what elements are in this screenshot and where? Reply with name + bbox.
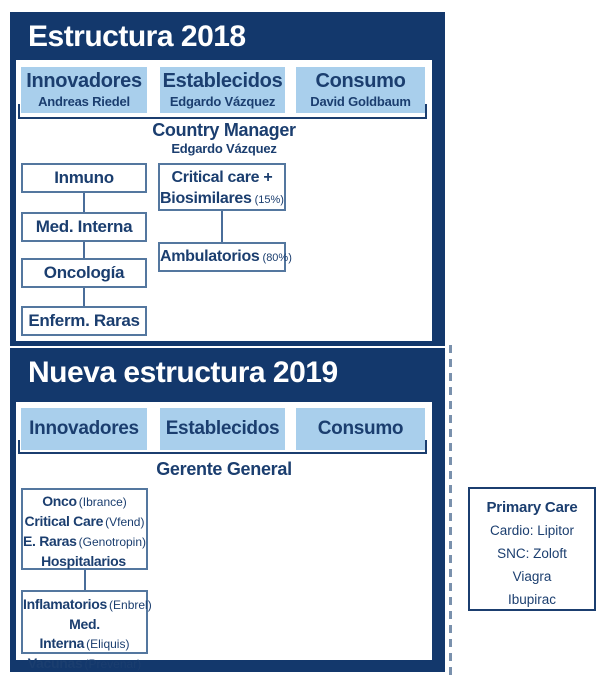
chain-box-enferm-raras: Enferm. Raras [21, 306, 147, 336]
product-name: Hospitalarios [41, 553, 126, 569]
product-name: Critical Care [24, 513, 104, 529]
product-brand: (Eliquis) [86, 637, 130, 651]
panel-estructura-2018 [10, 12, 445, 346]
product-name: Onco [42, 493, 77, 509]
product-name: E. Raras [23, 533, 77, 549]
ambulatorios-label: Ambulatorios [160, 248, 260, 265]
country-manager-title: Country Manager [152, 120, 296, 140]
product-brand: (Ibrance) [78, 495, 127, 509]
primary-care-box [468, 487, 596, 611]
chain-box-inmuno: Inmuno [21, 163, 147, 193]
unit-person: David Goldbaum [310, 94, 411, 109]
unit-label: Establecidos [162, 70, 283, 92]
product-line [23, 595, 152, 615]
unit-label: Innovadores [29, 418, 139, 439]
primary-care-item: Viagra [512, 569, 552, 584]
country-manager-name: Edgardo Vázquez [171, 141, 277, 156]
product-brand: (Vfend) [105, 515, 145, 529]
critical-care-share: (15%) [254, 194, 284, 206]
chain-box-oncologia: Oncología [21, 258, 147, 288]
divider-dashed-line [449, 345, 452, 679]
connector-line [83, 288, 85, 306]
connector-line [83, 193, 85, 212]
unit-box-establecidos-2019 [160, 408, 285, 450]
product-brand: (Enbrel) [109, 598, 152, 612]
unit-label: Consumo [317, 418, 404, 439]
bracket-line [18, 117, 427, 119]
chain-box-med-interna: Med. Interna [21, 212, 147, 242]
unit-box-innovadores-2019 [21, 408, 147, 450]
unit-box-consumo-2018 [296, 67, 425, 113]
primary-care-title: Primary Care [486, 499, 578, 516]
panel-2018-title: Estructura 2018 [28, 20, 246, 53]
panel-2018-body [16, 60, 432, 341]
gerente-general-title: Gerente General [156, 459, 292, 479]
critical-care-line1: Critical care + [171, 169, 273, 186]
connector-line [83, 242, 85, 258]
product-line [23, 615, 146, 654]
product-box-1 [21, 488, 148, 570]
product-brand: (Genotropin) [78, 535, 147, 549]
panel-2019-body [16, 402, 432, 671]
unit-label: Consumo [315, 70, 406, 92]
connector-line [221, 211, 223, 242]
primary-care-item: Cardio: Lipitor [489, 523, 575, 538]
product-line [23, 512, 146, 532]
product-line [23, 552, 146, 572]
unit-person: Edgardo Vázquez [169, 94, 276, 109]
unit-label: Innovadores [26, 70, 142, 92]
chain-box-ambulatorios [158, 242, 292, 272]
ambulatorios-share: (80%) [262, 252, 292, 264]
bracket-line [18, 452, 427, 454]
product-box-2 [21, 590, 152, 671]
bracket-right-tick [425, 440, 427, 454]
panel-nueva-estructura-2019 [10, 348, 445, 672]
product-line [23, 654, 146, 674]
unit-box-consumo-2019 [296, 408, 425, 450]
chain-box-critical-care [158, 163, 286, 211]
primary-care-item: SNC: Zoloft [497, 546, 567, 561]
product-name: Inflamatorios [23, 596, 108, 612]
critical-care-line2: Biosimilares [160, 190, 252, 207]
connector-line [84, 570, 86, 590]
product-name: Vacunas [27, 655, 83, 671]
product-name: Med. Interna [39, 616, 100, 651]
product-line [23, 492, 146, 512]
panel-2019-title: Nueva estructura 2019 [28, 356, 338, 389]
unit-box-innovadores-2018 [21, 67, 147, 113]
unit-label: Establecidos [165, 418, 280, 439]
unit-box-establecidos-2018 [160, 67, 285, 113]
primary-care-item: Ibupirac [507, 592, 557, 607]
product-line [23, 532, 146, 552]
unit-person: Andreas Riedel [38, 94, 130, 109]
bracket-right-tick [425, 104, 427, 119]
product-brand: (Prevenar) [84, 657, 142, 671]
